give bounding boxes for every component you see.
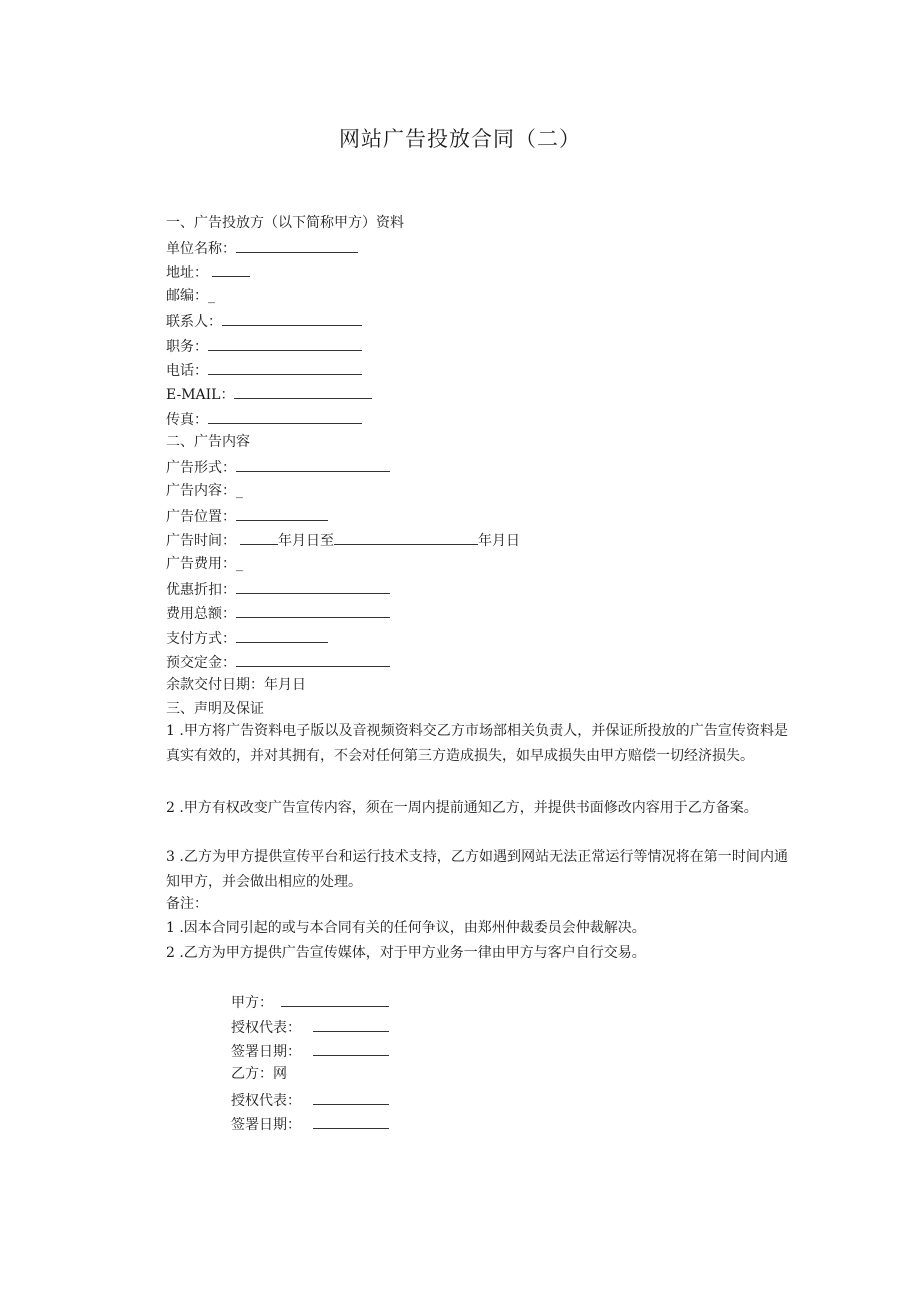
field-fax (166, 409, 362, 429)
field-ad-time-end-blank[interactable] (334, 530, 478, 545)
field-ad-content-label: 广告内容：_ (166, 483, 243, 499)
field-ad-time (166, 530, 520, 550)
field-payment (166, 628, 328, 648)
clause-2-text: 2 .甲方有权改变广告宣传内容，须在一周内提前通知乙方，并提供书面修改内容用于乙方备案。 (166, 800, 758, 816)
clause-3-text: 3 .乙方为甲方提供宣传平台和运行技术支持，乙方如遇到网站无法正常运行等情况将在第一时间内通知甲方，并会做出相应的处理。 (166, 849, 788, 890)
clause-2 (166, 796, 788, 821)
sig-party-a (231, 992, 389, 1012)
field-email-label: E-MAIL： (166, 387, 235, 403)
field-discount-blank[interactable] (236, 579, 390, 594)
sig-date-a-blank[interactable] (313, 1041, 389, 1056)
field-payment-label: 支付方式： (166, 631, 236, 647)
sig-date-b-blank[interactable] (313, 1114, 389, 1129)
field-ad-location-label: 广告位置： (166, 509, 236, 525)
field-ad-location-blank[interactable] (236, 506, 328, 521)
clause-1-text: 1 .甲方将广告资料电子版以及音视频资料交乙方市场部相关负责人，并保证所投放的广告宣传资料是真实有效的，并对其拥有，不会对任何第三方造成损失，如早成损失由甲方赔偿一切经济损失。 (166, 723, 788, 764)
field-fax-blank[interactable] (208, 409, 362, 424)
field-balance-date (166, 676, 306, 694)
field-phone-label: 电话： (166, 363, 208, 379)
field-discount (166, 579, 390, 599)
field-ad-form-blank[interactable] (236, 457, 390, 472)
section1-heading: 一、广告投放方（以下简称甲方）资料 (166, 215, 404, 231)
field-address (166, 262, 250, 282)
notes-heading: 备注： (166, 896, 208, 912)
field-total-label: 费用总额： (166, 606, 236, 622)
field-deposit-label: 预交定金： (166, 655, 236, 671)
field-postcode-label: 邮编：_ (166, 288, 215, 304)
field-ad-content (166, 482, 243, 500)
sig-party-b (231, 1065, 287, 1083)
sig-auth-rep-b-blank[interactable] (313, 1090, 389, 1105)
note-1: 1 .因本合同引起的或与本合同有关的任何争议，由郑州仲裁委员会仲裁解决。 (166, 920, 646, 936)
field-company (166, 238, 358, 258)
clause-3 (166, 845, 788, 894)
sig-auth-rep-b (231, 1090, 389, 1110)
field-email (166, 384, 372, 404)
field-email-blank[interactable] (234, 384, 372, 399)
field-position-label: 职务： (166, 339, 208, 355)
field-ad-form (166, 457, 390, 477)
field-ad-form-label: 广告形式： (166, 460, 236, 476)
sig-party-b-label: 乙方：网 (231, 1066, 287, 1082)
field-deposit (166, 652, 390, 672)
field-contact-blank[interactable] (222, 311, 362, 326)
field-position (166, 336, 362, 356)
note-2: 2 .乙方为甲方提供广告宣传媒体，对于甲方业务一律由甲方与客户自行交易。 (166, 945, 646, 961)
section2-heading: 二、广告内容 (166, 434, 250, 450)
document-title: 网站广告投放合同（二） (339, 127, 581, 151)
field-fax-label: 传真： (166, 412, 208, 428)
sig-date-a-label: 签署日期： (231, 1044, 301, 1060)
sig-auth-rep-a-blank[interactable] (313, 1017, 389, 1032)
field-ad-time-label: 广告时间： (166, 533, 236, 549)
field-address-blank[interactable] (212, 262, 250, 277)
field-deposit-blank[interactable] (236, 652, 390, 667)
field-company-blank[interactable] (236, 238, 358, 253)
field-ad-time-mid: 年月日至 (278, 533, 334, 549)
field-company-label: 单位名称： (166, 241, 236, 257)
field-address-label: 地址： (166, 265, 208, 281)
sig-party-a-blank[interactable] (281, 992, 389, 1007)
field-position-blank[interactable] (208, 336, 362, 351)
clause-1 (166, 719, 788, 768)
field-payment-blank[interactable] (236, 628, 328, 643)
field-contact (166, 311, 362, 331)
field-ad-location (166, 506, 328, 526)
sig-date-b-label: 签署日期： (231, 1117, 301, 1133)
field-ad-fee (166, 555, 243, 573)
sig-date-a (231, 1041, 389, 1061)
sig-party-a-label: 甲方： (231, 995, 273, 1011)
field-total-blank[interactable] (236, 603, 390, 618)
field-discount-label: 优惠折扣： (166, 582, 236, 598)
sig-auth-rep-a (231, 1017, 389, 1037)
field-ad-time-start-blank[interactable] (240, 530, 278, 545)
field-ad-fee-label: 广告费用：_ (166, 556, 243, 572)
sig-auth-rep-b-label: 授权代表： (231, 1093, 301, 1109)
field-total (166, 603, 390, 623)
sig-auth-rep-a-label: 授权代表： (231, 1020, 301, 1036)
field-phone-blank[interactable] (208, 360, 362, 375)
field-ad-time-end: 年月日 (478, 533, 520, 549)
section3-heading: 三、声明及保证 (166, 701, 264, 717)
field-contact-label: 联系人： (166, 314, 222, 330)
field-balance-date-label: 余款交付日期：年月日 (166, 677, 306, 693)
field-phone (166, 360, 362, 380)
sig-date-b (231, 1114, 389, 1134)
field-postcode (166, 287, 215, 305)
